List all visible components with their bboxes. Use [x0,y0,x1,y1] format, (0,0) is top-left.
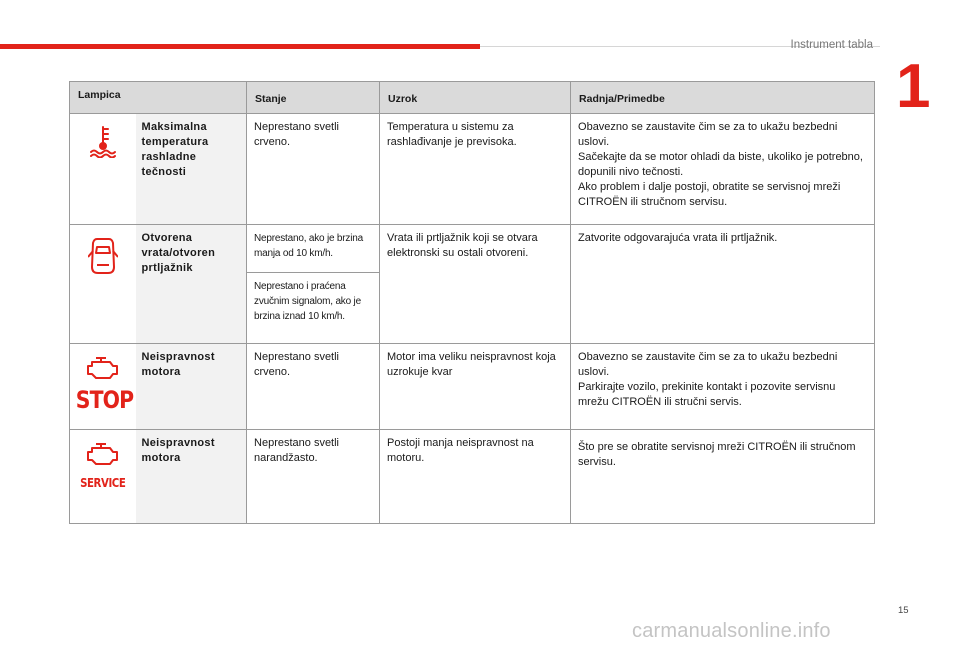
warning-lamps-table [69,81,875,524]
engine-stop-cause: Motor ima veliku neispravnost koja uzrokuje kvar [380,344,571,430]
stop-label: STOP [75,386,134,414]
engine-service-cause: Postoji manja neispravnost na motoru. [380,430,571,524]
door-state-1: Neprestano, ako je brzina manja od 10 km/h. [247,225,380,273]
header-radnja: Radnja/Primedbe [571,82,875,114]
door-action: Zatvorite odgovarajuća vrata ili prtljažnik. [571,225,875,344]
table-header-row [70,82,875,114]
coolant-cause: Temperatura u sistemu za rashlađivanje je previsoka. [380,114,571,225]
coolant-icon-cell [70,114,136,225]
coolant-state: Neprestano svetli crveno. [247,114,380,225]
page-number: 15 [898,605,909,616]
door-cause: Vrata ili prtljažnik koji se otvara elektronski su ostali otvoreni. [380,225,571,344]
table-row [70,430,875,524]
engine-stop-lamp-name: Neispravnost motora [136,344,247,430]
engine-fault-icon [71,354,135,380]
door-lamp-name: Otvorena vrata/otvoren prtljažnik [136,225,247,344]
engine-stop-action: Obavezno se zaustavite čim se za to ukažu bezbedni uslovi. Parkirajte vozilo, prekinite kontakt i pozovite servisnu mrežu CITROËN ili stručni servis. [571,344,875,430]
engine-service-lamp-name: Neispravnost motora [136,430,247,524]
engine-service-icon-cell [70,430,136,524]
chapter-number: 1 [896,52,931,121]
coolant-action: Obavezno se zaustavite čim se za to ukažu bezbedni uslovi. Sačekajte da se motor ohladi da biste, ukoliko je potrebno, dopunili nivo tečnosti. Ako problem i dalje postoji, obratite se servisnoj mreži CITROËN ili stručnom servisu. [571,114,875,225]
engine-fault-icon [71,440,135,466]
header-red-bar [0,44,480,49]
coolant-temperature-icon [71,124,135,158]
header-lampica: Lampica [70,82,247,114]
header-stanje: Stanje [247,82,380,114]
coolant-lamp-name: Maksimalna temperatura rashladne tečnosti [136,114,247,225]
engine-stop-icon-cell [70,344,136,430]
table-row [70,344,875,430]
engine-service-state: Neprestano svetli narandžasto. [247,430,380,524]
header-uzrok: Uzrok [380,82,571,114]
open-door-icon [71,235,135,277]
engine-stop-state: Neprestano svetli crveno. [247,344,380,430]
section-title: Instrument tabla [790,39,873,51]
engine-service-action: Što pre se obratite servisnoj mreži CITROËN ili stručnom servisu. [571,430,875,524]
door-icon-cell [70,225,136,344]
watermark: carmanualsonline.info [632,620,831,642]
table-row [70,114,875,225]
service-label: SERVICE [80,476,126,490]
door-state-2: Neprestano i praćena zvučnim signalom, ako je brzina iznad 10 km/h. [247,273,380,344]
table-row [70,225,875,273]
